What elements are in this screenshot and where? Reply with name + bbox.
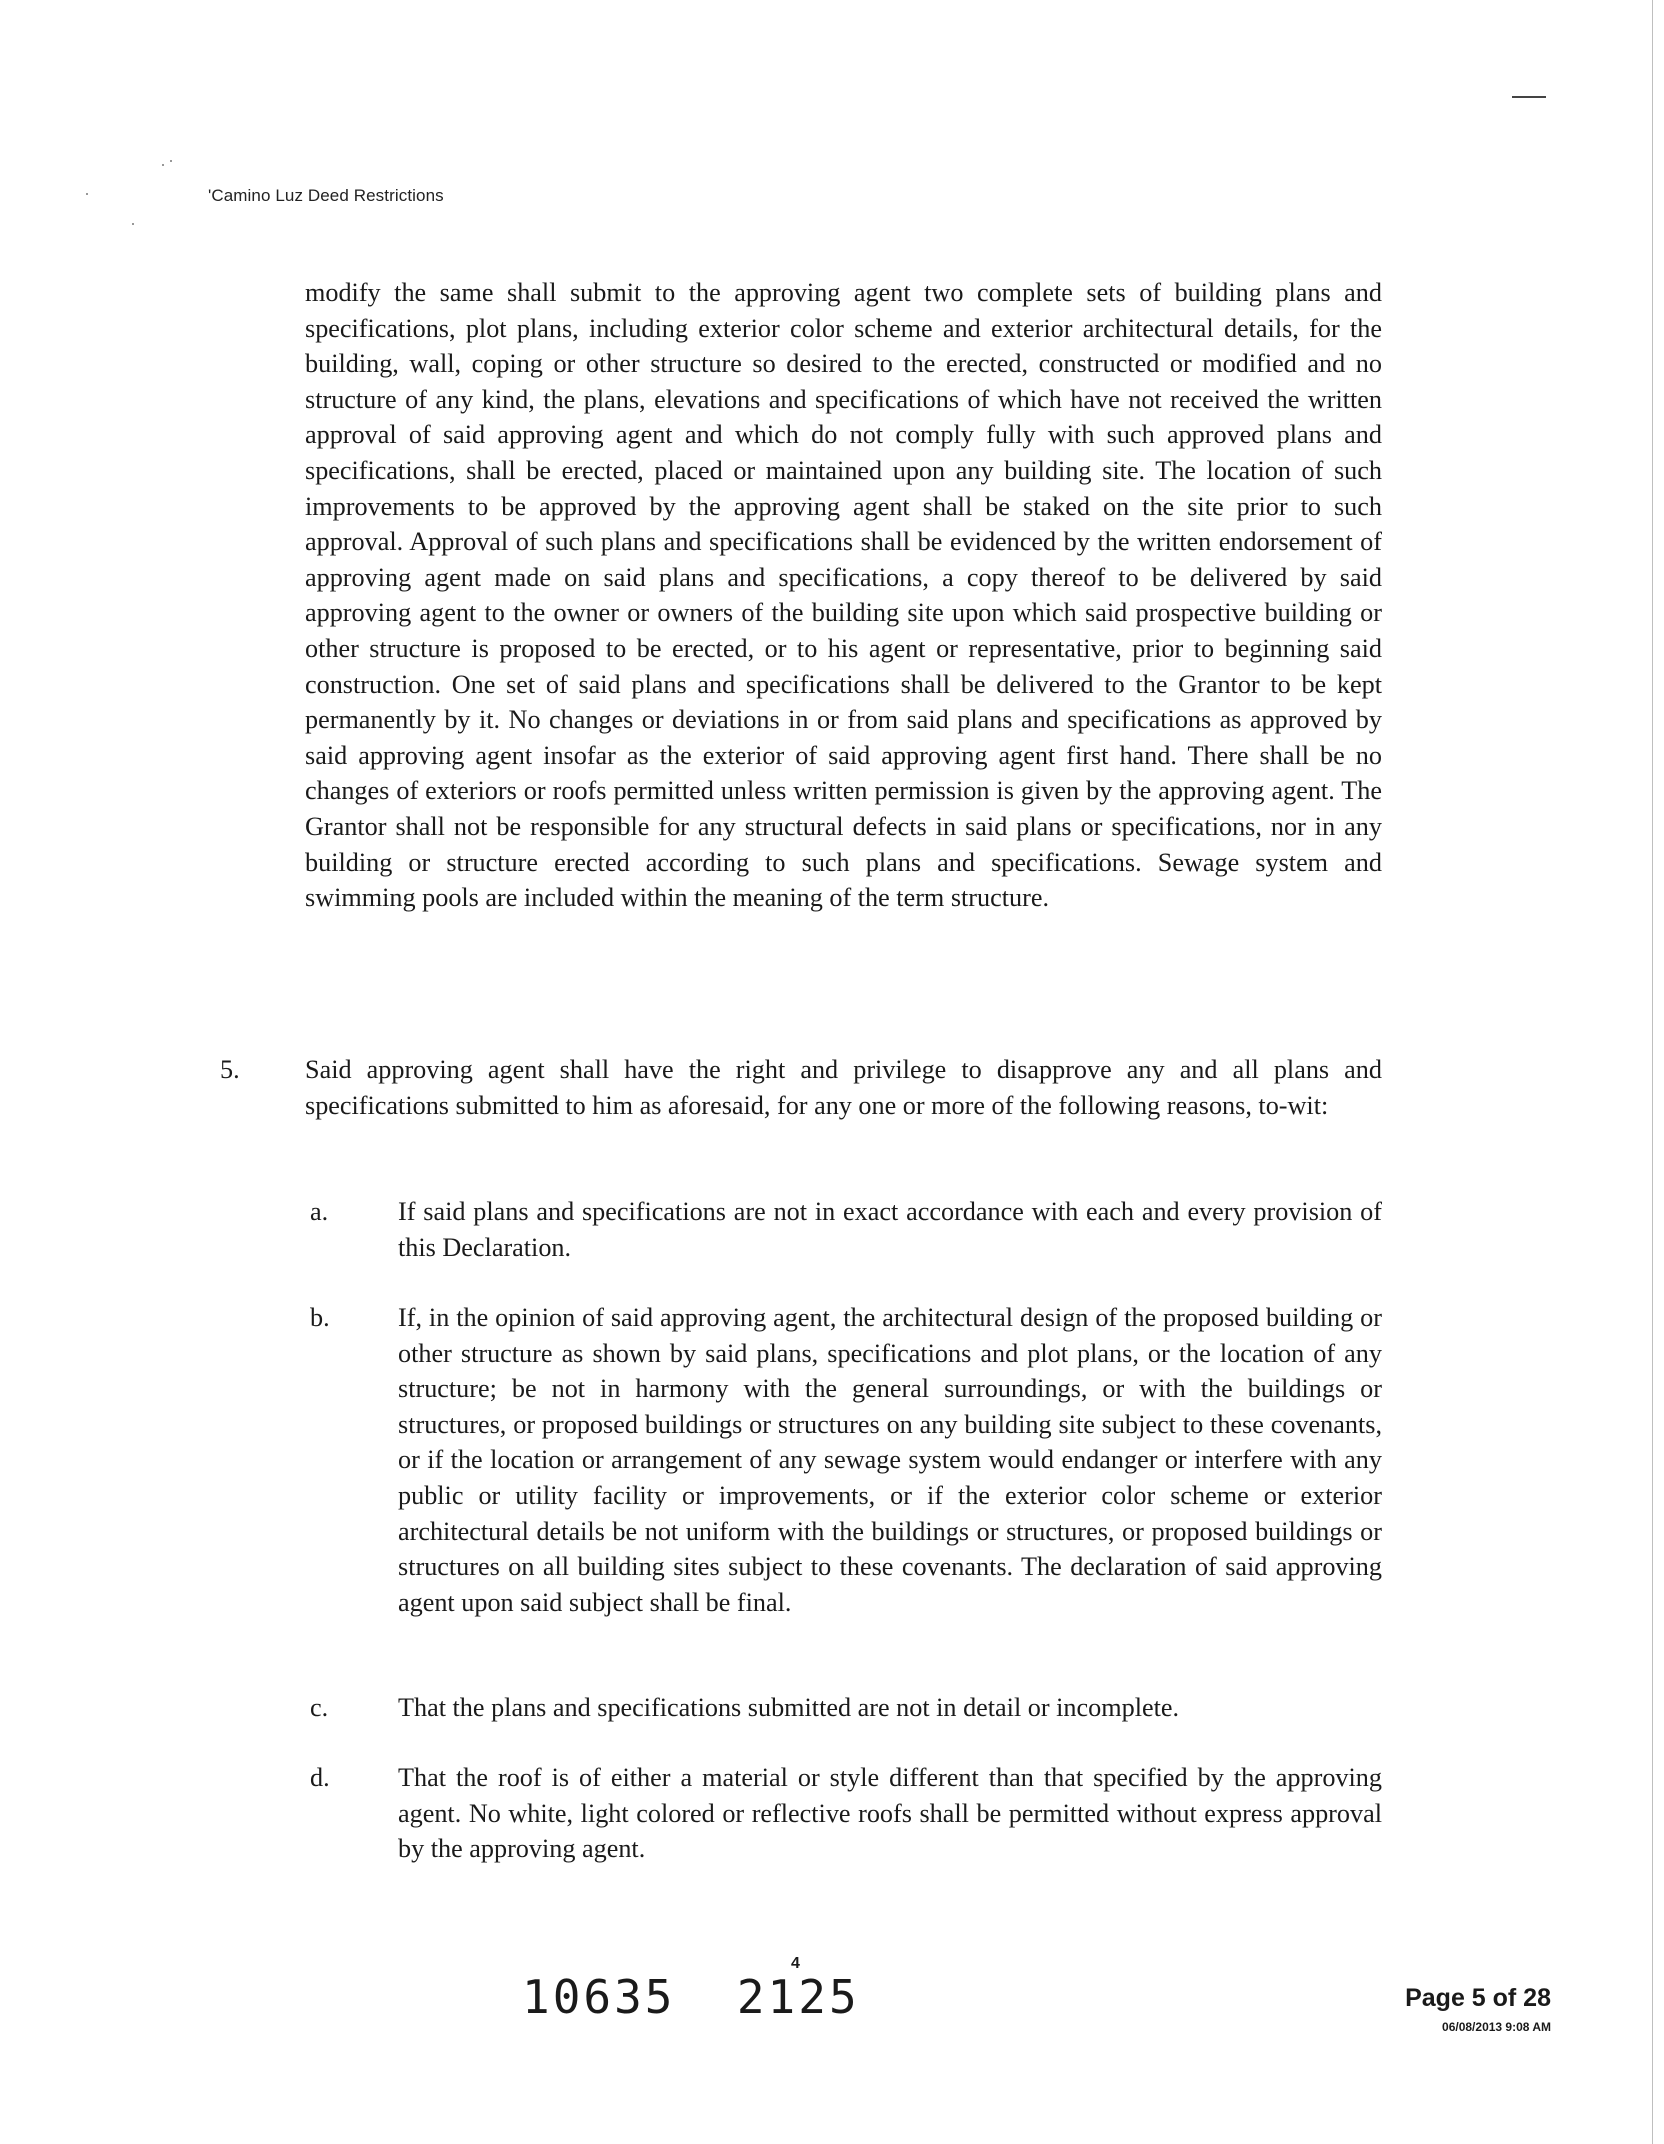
item-number-5: 5. bbox=[220, 1055, 240, 1084]
document-header: 'Camino Luz Deed Restrictions bbox=[208, 186, 444, 205]
page-count: Page 5 of 28 bbox=[1405, 1984, 1551, 2012]
subitem-text-a: If said plans and specifications are not in exact accordance with each and every provision of this Declaration. bbox=[398, 1197, 1382, 1262]
subitem-label-d: d. bbox=[310, 1763, 330, 1792]
scan-speck bbox=[132, 223, 134, 225]
print-timestamp: 06/08/2013 9:08 AM bbox=[1442, 2020, 1551, 2034]
subitem-label-b: b. bbox=[310, 1303, 330, 1332]
recording-stamp-superscript: 4 bbox=[791, 1955, 800, 1972]
scan-mark-dash bbox=[1512, 96, 1546, 98]
subitem-label-a: a. bbox=[310, 1197, 329, 1226]
scan-speck bbox=[170, 160, 172, 162]
subitem-text-d: That the roof is of either a material or style different than that specified by the approving agent. No white, light colored or reflective roofs shall be permitted without express approval by the approving agent. bbox=[398, 1763, 1382, 1864]
subitem-text-b: If, in the opinion of said approving agent, the architectural design of the proposed building or other structure as shown by said plans, specifications and plot plans, or the location of any structure; be not in harmony with the general surroundings, or with the buildings or structures, or proposed buildings or structures on any building site subject to these covenants, or if the location or arrangement of any sewage system would endanger or interfere with any public or utility facility or improvements, or if the exterior color scheme or exterior architectural details be not uniform with the buildings or structures, or proposed buildings or structures on all building sites subject to these covenants. The declaration of said approving agent upon said subject shall be final. bbox=[398, 1303, 1382, 1617]
recording-stamp-number: 10635 2125 bbox=[522, 1970, 860, 2024]
scan-edge-line bbox=[1652, 0, 1653, 2144]
scan-speck bbox=[86, 193, 88, 195]
main-paragraph: modify the same shall submit to the approving agent two complete sets of building plans and specifications, plot plans, including exterior color scheme and exterior architectural details, for the building, wall, coping or other structure so desired to the erected, constructed or modified and no structure of any kind, the plans, elevations and specifications of which have not received the written approval of said approving agent and which do not comply fully with such approved plans and specifications, shall be erected, placed or maintained upon any building site. The location of such improvements to be approved by the approving agent shall be staked on the site prior to such approval. Approval of such plans and specifications shall be evidenced by the written endorsement of approving agent made on said plans and specifications, a copy thereof to be delivered by said approving agent to the owner or owners of the building site upon which said prospective building or other structure is proposed to be erected, or to his agent or representative, prior to beginning said construction. One set of said plans and specifications shall be delivered to the Grantor to be kept permanently by it. No changes or deviations in or from said plans and specifications as approved by said approving agent insofar as the exterior of said approving agent first hand. There shall be no changes of exteriors or roofs permitted unless written permission is given by the approving agent. The Grantor shall not be responsible for any structural defects in said plans or specifications, nor in any building or structure erected according to such plans and specifications. Sewage system and swimming pools are included within the meaning of the term structure. bbox=[305, 278, 1382, 913]
item-5-text: Said approving agent shall have the right and privilege to disapprove any and all plans and specifications submitted to him as aforesaid, for any one or more of the following reasons, to-wit: bbox=[305, 1055, 1382, 1120]
subitem-label-c: c. bbox=[310, 1693, 329, 1722]
scan-speck bbox=[162, 164, 164, 166]
subitem-text-c: That the plans and specifications submitted are not in detail or incomplete. bbox=[398, 1693, 1180, 1722]
